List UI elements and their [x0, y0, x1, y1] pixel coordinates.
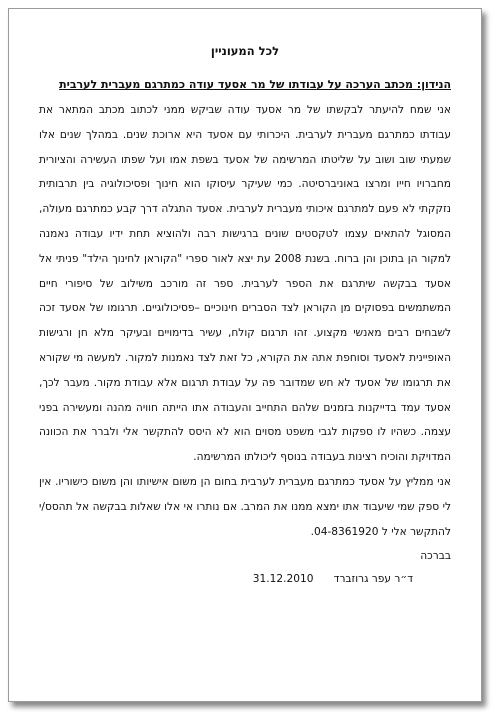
signature-date: 31.12.2010: [252, 573, 314, 586]
letter-body: [39, 43, 451, 589]
signature-name: ד״ר עפר גרוזברד: [333, 573, 413, 586]
subject-text: מכתב הערכה על עבודתו של מר אסעד עודה כמתרגם מעברית לערבית: [59, 78, 413, 91]
document-page: [8, 8, 482, 702]
closing-greeting: בברכה: [420, 550, 451, 563]
letter-recipient: לכל המעוניין: [210, 44, 280, 58]
body-paragraph-2: אני ממליץ על אסעד כמתרגם מעברית לערבית בחום הן משום אישיותו והן משום כישוריו. אין לי ספק שמי שיעבוד אתו ימצא ממנו את המרב. אם נותרו אי אלו שאלות בבקשה אל תהסס/י להתקשר אלי ל 04-8361920.: [39, 475, 451, 538]
body-paragraph-1: אני שמח להיעתר לבקשתו של מר אסעד עודה שביקש ממני לכתוב מכתב המתאר את עבודתו כמתרגם מעברית לערבית. היכרותי עם אסעד היא ארוכת שנים. במהלך שנים אלו שמעתי שוב ושוב על שליטתו המרשימה של אסעד בשפת אמו ועל שפתו העשירה והציורית מחברויו חייו ומרצו באוניברסיטה. כמי שעיקר עיסוקו הוא חינוך ופסיכולוגיה בין תרבותית נזקקתי לא פעם למתרגם איכותי מעברית לערבית. אסעד התגלה דרך קבע כמתרגם מעולה, המסוגל להתאים עצמו לטקסטים שונים ברגישות רבה ולהוציא תחת ידיו עבודה נאמנה למקור הן בתוכן והן ברוח. בשנת 2008 עת יצא לאור ספרי "הקוראן לחינוך הילד" פניתי אל אסעד בבקשה שיתרגם את הספר לערבית. ספר זה מורכב משילוב של סיפורי חיים המשתמשים בפסוקים מן הקוראן לצד הסברים חינוכיים –פסיכולוגיים. תרגומו של אסעד זכה לשבחים רבים מאנשי מקצוע. זהו תרגום קולח, עשיר בדימויים ובעיקר מלא חן ורגישות האופיינית לאסעד וסוחפת אתה את הקורא, כל זאת לצד נאמנות למקור. למעשה מי שקורא את תרגומו של אסעד לא חש שמדובר פה על עבודת תרגום אלא עבודת מקור. מעבר לכך, אסעד עמד בדייקנות בזמנים שלהם התחייב והעבודה אתו הייתה חוויה מהנה ומעשירה בפני עצמה. כשהיו לו ספקות לגבי משפט מסוים הוא לא היסס להתקשר אלי ולברר את הכוונה המדויקת והוכיח רצינות בעבודה בנוסף ליכולתו המרשימה.: [39, 104, 451, 464]
signature-block: [39, 569, 451, 589]
subject-label: הנידון:: [416, 78, 451, 91]
letter-subject: [39, 77, 451, 93]
